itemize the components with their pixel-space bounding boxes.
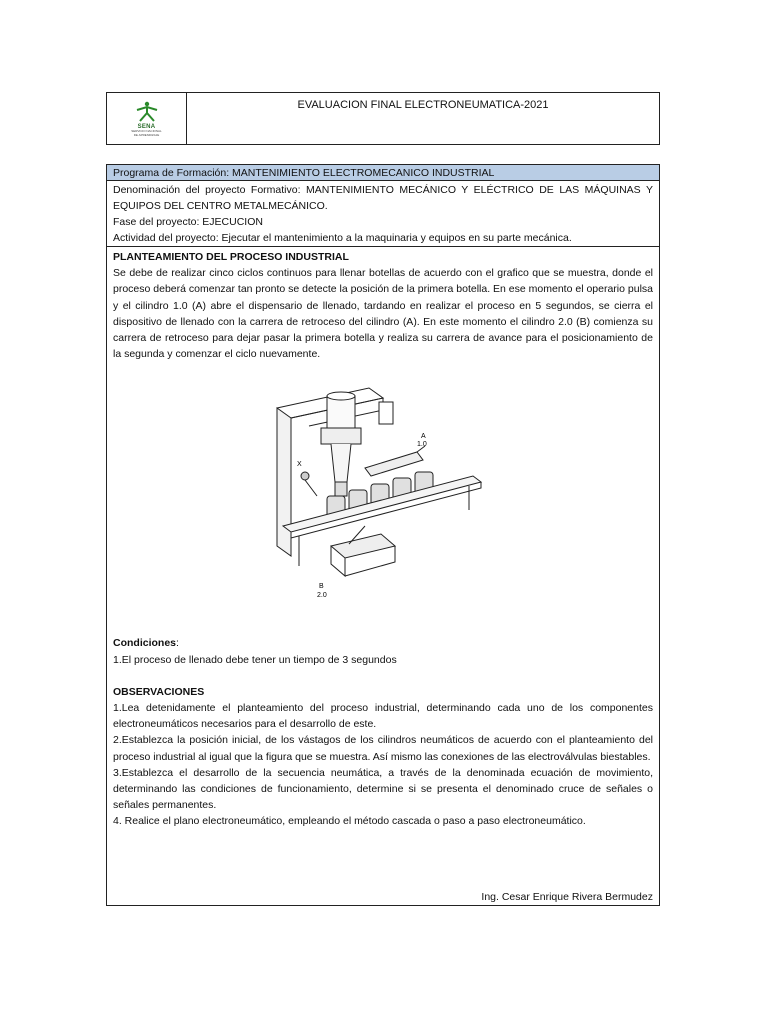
label-a-num: 1.0 — [417, 441, 427, 449]
logo-caption-2: DE APRENDIZAJE — [133, 132, 160, 137]
logo-brand: SENA — [137, 124, 156, 130]
document-title: EVALUACION FINAL ELECTRONEUMATICA-2021 — [297, 99, 549, 111]
conditions-heading — [113, 635, 653, 651]
project-activity: Actividad del proyecto: Ejecutar el mantenimiento a la maquinaria y equipos en su parte mecánica. — [113, 232, 572, 244]
condition-item: 1.El proceso de llenado debe tener un tiempo de 3 segundos — [113, 653, 397, 666]
observation-item: 3.Establezca el desarrollo de la secuencia neumática, a través de la denominada ecuación de movimiento, determinando las condiciones de funcionamiento, determine si se presenta el denominado cruce de señales o señales permanentes. — [113, 766, 653, 812]
signature: Ing. Cesar Enrique Rivera Bermudez — [481, 891, 653, 903]
observations-title: OBSERVACIONES — [113, 685, 205, 698]
project-denomination: Denominación del proyecto Formativo: MANTENIMIENTO MECÁNICO Y ELÉCTRICO DE LAS MÁQUINAS Y EQUIPOS DEL CENTRO METALMECÁNICO. — [113, 184, 653, 212]
label-a: A — [421, 433, 426, 441]
content — [107, 247, 659, 830]
document-header — [106, 92, 660, 145]
program-row: Programa de Formación: MANTENIMIENTO ELECTROMECANICO INDUSTRIAL — [107, 165, 659, 181]
project-phase: Fase del proyecto: EJECUCION — [113, 216, 263, 228]
observation-item: 1.Lea detenidamente el planteamiento del proceso industrial, determinando cada uno de los componentes electroneumáticos necesarios para el desarrollo de este. — [113, 702, 653, 731]
project-info — [107, 181, 659, 247]
bottling-machine-drawing — [269, 386, 489, 601]
label-b-num: 2.0 — [317, 592, 327, 600]
planteamiento-body: Se debe de realizar cinco ciclos continuos para llenar botellas de acuerdo con el grafico que se muestra, donde el proceso deberá comenzar tan pronto se detecte la posición de la primera botella. En ese momento el operario pulsa y el cilindro 1.0 (A) abre el dispensario de llenado, tardando en realizar el proceso en 5 segundos, se cierra el dispositivo de llenado con la carrera de retroceso del cilindro (A). En este momento el cilindro 2.0 (B) comienza su carrera de retroceso para dejar pasar la primera botella y realiza su carrera de avance para el posicionamiento de la segunda y comenzar el ciclo nuevamente. — [113, 267, 653, 361]
conditions-title: Condiciones — [113, 637, 177, 650]
label-b: B — [319, 583, 324, 591]
label-x: X — [297, 461, 302, 469]
logo-caption-1: SERVICIO NACIONAL — [131, 129, 162, 133]
observation-item: 2.Establezca la posición inicial, de los vástagos de los cilindros neumáticos de acuerdo con el planteamiento del proceso industrial al igual que la figura que se muestra. Así mismo las conexiones de las electroválvulas biestables. — [113, 734, 653, 763]
bottling-machine-figure — [269, 386, 489, 601]
sena-logo-icon — [135, 101, 159, 123]
observation-item: 4. Realice el plano electroneumático, empleando el método cascada o paso a paso electroneumático. — [113, 815, 586, 828]
conditions-colon: : — [176, 637, 179, 650]
evaluation-body — [106, 164, 660, 906]
sena-logo — [107, 93, 187, 144]
planteamiento-title: PLANTEAMIENTO DEL PROCESO INDUSTRIAL — [113, 251, 349, 263]
